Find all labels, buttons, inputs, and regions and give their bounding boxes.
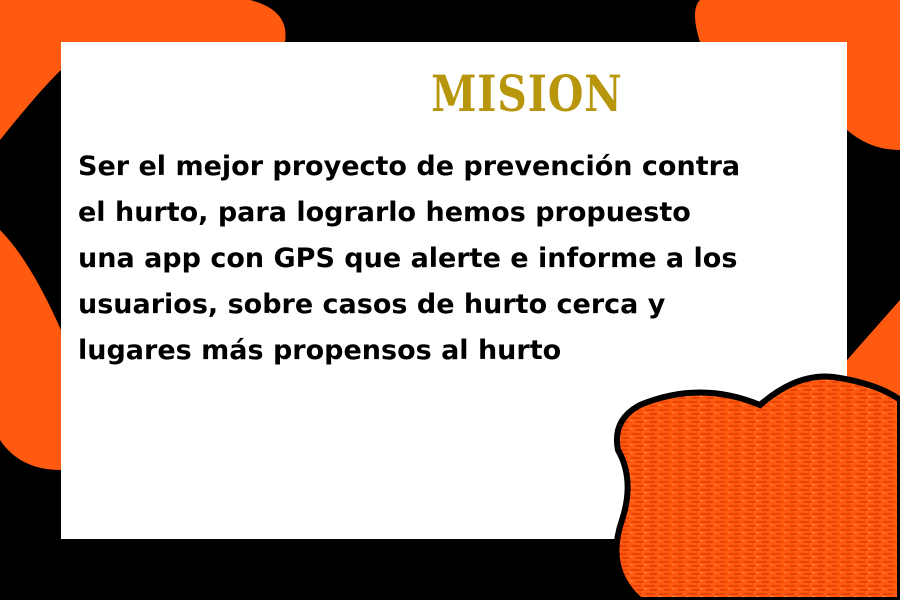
textured-orange-blob [616, 377, 900, 600]
mission-line: el hurto, para lograrlo hemos propuesto [78, 197, 691, 228]
mission-title: MISION [431, 64, 623, 123]
mission-line: una app con GPS que alerte e informe a los [78, 243, 738, 274]
mission-line: lugares más propensos al hurto [78, 335, 562, 366]
mission-line: Ser el mejor proyecto de prevención contra [78, 151, 741, 182]
mission-line: usuarios, sobre casos de hurto cerca y [78, 289, 666, 320]
